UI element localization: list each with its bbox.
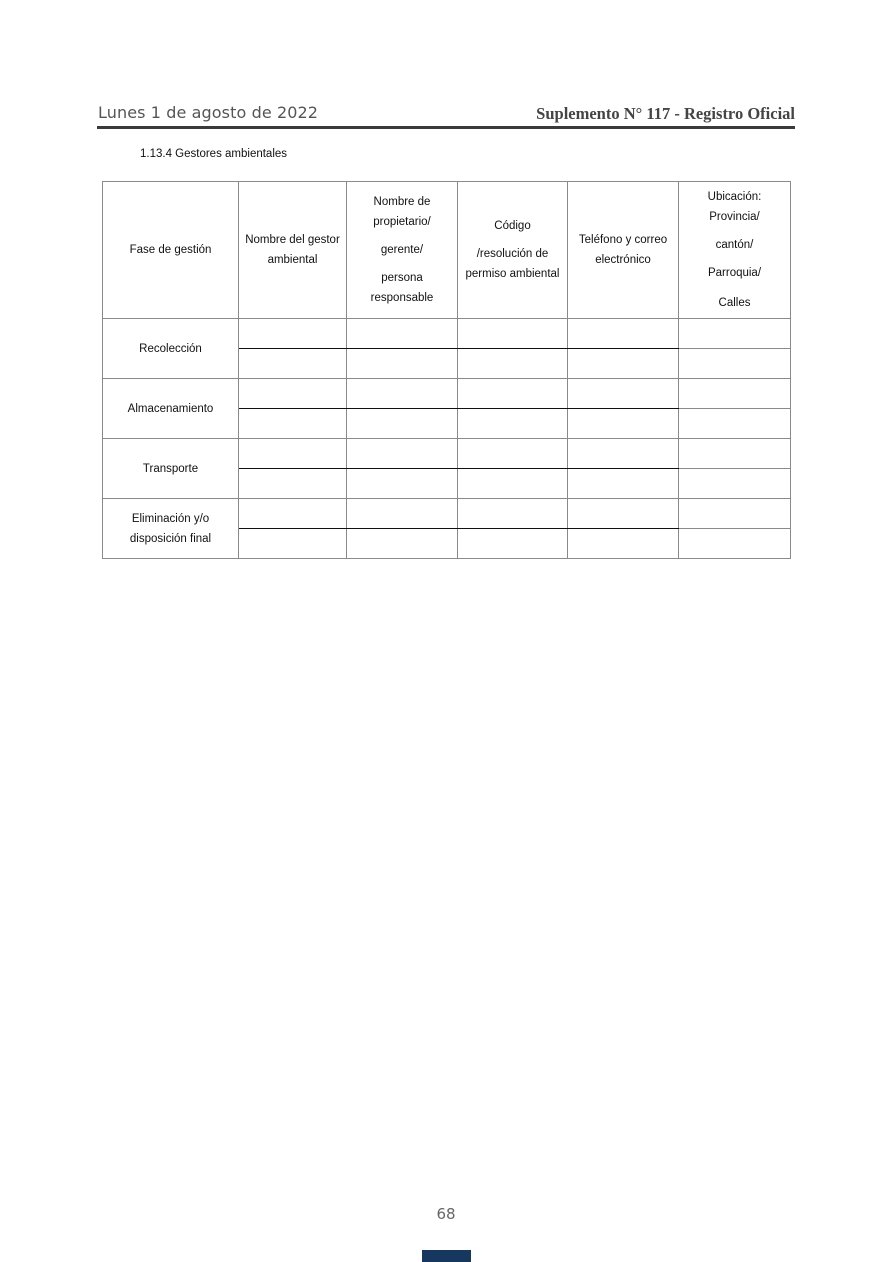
phase-label: disposición final bbox=[129, 532, 212, 545]
phase-label: Eliminación y/o bbox=[131, 512, 210, 525]
column-header-text: Código bbox=[494, 220, 531, 232]
table-cell bbox=[679, 409, 791, 439]
table-cell bbox=[458, 409, 568, 439]
column-header-text: responsable bbox=[370, 292, 434, 304]
table-cell bbox=[347, 469, 458, 499]
column-header-manager-name bbox=[239, 182, 347, 319]
table-cell bbox=[458, 469, 568, 499]
table-cell bbox=[458, 499, 568, 529]
table-cell bbox=[568, 499, 679, 529]
table-cell bbox=[239, 469, 347, 499]
table-cell bbox=[239, 409, 347, 439]
table-cell bbox=[679, 499, 791, 529]
column-header-text: persona bbox=[381, 272, 423, 284]
column-header-text: Teléfono y correo bbox=[578, 234, 668, 246]
table-cell bbox=[347, 319, 458, 349]
phase-cell-eliminacion bbox=[103, 499, 239, 559]
section-heading: 1.13.4 Gestores ambientales bbox=[140, 148, 288, 160]
table-cell bbox=[458, 439, 568, 469]
table-cell bbox=[347, 349, 458, 379]
table-header-row bbox=[103, 182, 791, 319]
column-header-text: ambiental bbox=[267, 254, 318, 266]
table-cell bbox=[347, 379, 458, 409]
column-header-contact bbox=[568, 182, 679, 319]
column-header-text: Nombre de bbox=[373, 196, 431, 208]
table-row bbox=[103, 319, 791, 349]
header-rule bbox=[97, 126, 795, 129]
table-cell bbox=[347, 439, 458, 469]
table-row bbox=[103, 379, 791, 409]
table-cell bbox=[568, 349, 679, 379]
table-cell bbox=[347, 409, 458, 439]
column-header-text: gerente/ bbox=[380, 244, 424, 256]
header-date: Lunes 1 de agosto de 2022 bbox=[98, 103, 319, 122]
phase-cell-recoleccion bbox=[103, 319, 239, 379]
table-cell bbox=[679, 319, 791, 349]
table-cell bbox=[239, 529, 347, 559]
table-cell bbox=[568, 379, 679, 409]
column-header-code bbox=[458, 182, 568, 319]
column-header-owner bbox=[347, 182, 458, 319]
table-cell bbox=[347, 529, 458, 559]
table-cell bbox=[239, 499, 347, 529]
header-publication: Suplemento N° 117 - Registro Oficial bbox=[536, 104, 795, 123]
page-number: 68 bbox=[436, 1205, 456, 1223]
table-cell bbox=[568, 469, 679, 499]
phase-label: Recolección bbox=[139, 342, 202, 355]
phase-label: Transporte bbox=[142, 462, 199, 475]
phase-cell-transporte bbox=[103, 439, 239, 499]
table-cell bbox=[679, 379, 791, 409]
phase-cell-almacenamiento bbox=[103, 379, 239, 439]
table-row bbox=[103, 439, 791, 469]
table-cell bbox=[568, 319, 679, 349]
table-cell bbox=[239, 439, 347, 469]
column-header-text: Nombre del gestor bbox=[245, 234, 340, 246]
table-cell bbox=[458, 319, 568, 349]
table-cell bbox=[568, 409, 679, 439]
column-header-text: Ubicación: bbox=[707, 191, 762, 203]
table-cell bbox=[458, 529, 568, 559]
column-header-location bbox=[679, 182, 791, 319]
column-header-text: Calles bbox=[718, 297, 751, 309]
column-header-phase bbox=[103, 182, 239, 319]
phase-label: Almacenamiento bbox=[127, 402, 214, 415]
column-header-text: /resolución de bbox=[476, 248, 549, 260]
table-cell bbox=[347, 499, 458, 529]
table-cell bbox=[679, 469, 791, 499]
footer-bar bbox=[422, 1250, 471, 1262]
table-cell bbox=[568, 529, 679, 559]
table-cell bbox=[458, 349, 568, 379]
column-header-text: permiso ambiental bbox=[465, 268, 560, 280]
column-header-phase-label: Fase de gestión bbox=[129, 244, 212, 256]
table-cell bbox=[239, 349, 347, 379]
table-cell bbox=[239, 319, 347, 349]
table-row bbox=[103, 499, 791, 529]
column-header-text: electrónico bbox=[595, 254, 651, 266]
column-header-text: cantón/ bbox=[715, 239, 754, 251]
table-cell bbox=[679, 439, 791, 469]
environmental-managers-table bbox=[102, 181, 791, 559]
table-cell bbox=[679, 349, 791, 379]
column-header-text: propietario/ bbox=[373, 216, 431, 228]
table-cell bbox=[239, 379, 347, 409]
table-cell bbox=[458, 379, 568, 409]
table-cell bbox=[568, 439, 679, 469]
table-cell bbox=[679, 529, 791, 559]
column-header-text: Provincia/ bbox=[709, 211, 760, 223]
column-header-text: Parroquia/ bbox=[707, 267, 762, 279]
